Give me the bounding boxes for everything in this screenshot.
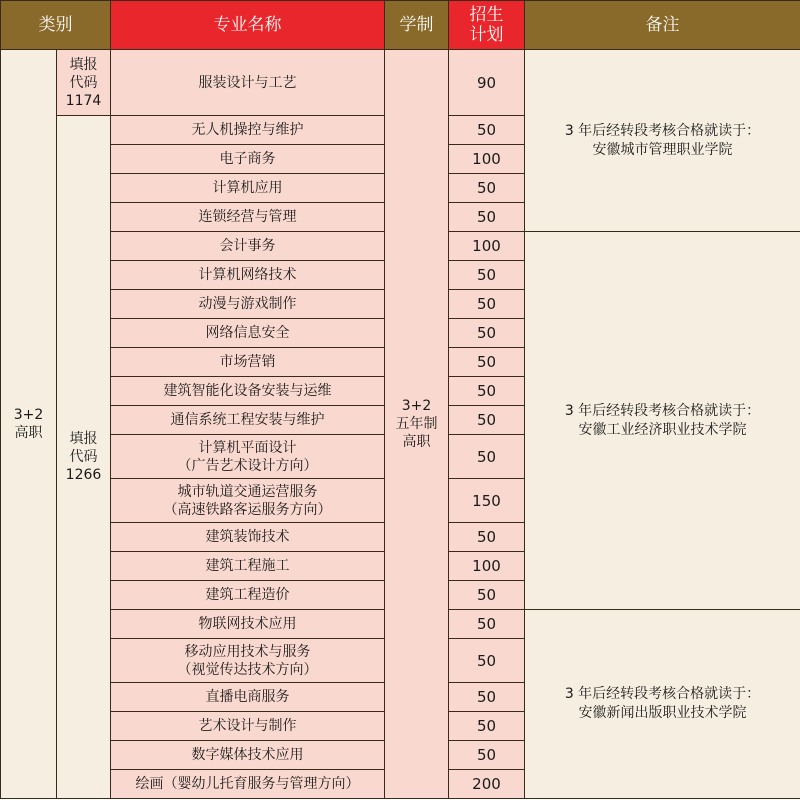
code-group-cell: 填报 代码 1266	[57, 116, 111, 799]
plan-cell: 50	[449, 174, 525, 203]
plan-cell: 50	[449, 639, 525, 683]
major-name-cell: 移动应用技术与服务 （视觉传达技术方向）	[111, 639, 385, 683]
plan-cell: 100	[449, 232, 525, 261]
plan-cell: 50	[449, 377, 525, 406]
major-name-cell: 直播电商服务	[111, 683, 385, 712]
plan-cell: 50	[449, 406, 525, 435]
major-name-cell: 建筑工程施工	[111, 552, 385, 581]
major-name-cell: 无人机操控与维护	[111, 116, 385, 145]
plan-cell: 50	[449, 741, 525, 770]
major-name-cell: 计算机平面设计 （广告艺术设计方向）	[111, 435, 385, 479]
plan-cell: 90	[449, 50, 525, 116]
header-remark: 备注	[525, 1, 800, 50]
major-name-cell: 服装设计与工艺	[111, 50, 385, 116]
plan-cell: 200	[449, 770, 525, 799]
major-name-cell: 连锁经营与管理	[111, 203, 385, 232]
plan-cell: 100	[449, 145, 525, 174]
major-name-cell: 建筑装饰技术	[111, 523, 385, 552]
major-name-cell: 通信系统工程安装与维护	[111, 406, 385, 435]
major-name-cell: 艺术设计与制作	[111, 712, 385, 741]
plan-cell: 50	[449, 581, 525, 610]
major-name-cell: 建筑智能化设备安装与运维	[111, 377, 385, 406]
plan-cell: 50	[449, 523, 525, 552]
major-name-cell: 数字媒体技术应用	[111, 741, 385, 770]
major-name-cell: 绘画（婴幼儿托育服务与管理方向）	[111, 770, 385, 799]
plan-cell: 100	[449, 552, 525, 581]
major-name-cell: 动漫与游戏制作	[111, 290, 385, 319]
header-major-name: 专业名称	[111, 1, 385, 50]
header-row	[1, 1, 800, 50]
major-name-cell: 计算机应用	[111, 174, 385, 203]
major-name-cell: 计算机网络技术	[111, 261, 385, 290]
plan-cell: 50	[449, 203, 525, 232]
plan-cell: 150	[449, 479, 525, 523]
major-name-cell: 会计事务	[111, 232, 385, 261]
header-category: 类别	[1, 1, 111, 50]
major-name-cell: 电子商务	[111, 145, 385, 174]
code-group-cell: 填报 代码 1174	[57, 50, 111, 116]
major-name-cell: 市场营销	[111, 348, 385, 377]
plan-cell: 50	[449, 290, 525, 319]
plan-cell: 50	[449, 683, 525, 712]
header-duration: 学制	[385, 1, 449, 50]
header-plan: 招生 计划	[449, 1, 525, 50]
plan-cell: 50	[449, 261, 525, 290]
plan-cell: 50	[449, 348, 525, 377]
remark-cell: 3 年后经转段考核合格就读于： 安徽工业经济职业技术学院	[525, 232, 800, 610]
plan-cell: 50	[449, 435, 525, 479]
major-name-cell: 物联网技术应用	[111, 610, 385, 639]
plan-cell: 50	[449, 319, 525, 348]
remark-cell: 3 年后经转段考核合格就读于： 安徽新闻出版职业技术学院	[525, 610, 800, 799]
major-name-cell: 网络信息安全	[111, 319, 385, 348]
category-cell: 3+2 高职	[1, 50, 57, 799]
major-name-cell: 城市轨道交通运营服务 （高速铁路客运服务方向）	[111, 479, 385, 523]
plan-cell: 50	[449, 116, 525, 145]
plan-cell: 50	[449, 712, 525, 741]
major-name-cell: 建筑工程造价	[111, 581, 385, 610]
table-row	[1, 50, 800, 116]
remark-cell: 3 年后经转段考核合格就读于： 安徽城市管理职业学院	[525, 50, 800, 232]
duration-cell: 3+2 五年制 高职	[385, 50, 449, 799]
plan-cell: 50	[449, 610, 525, 639]
